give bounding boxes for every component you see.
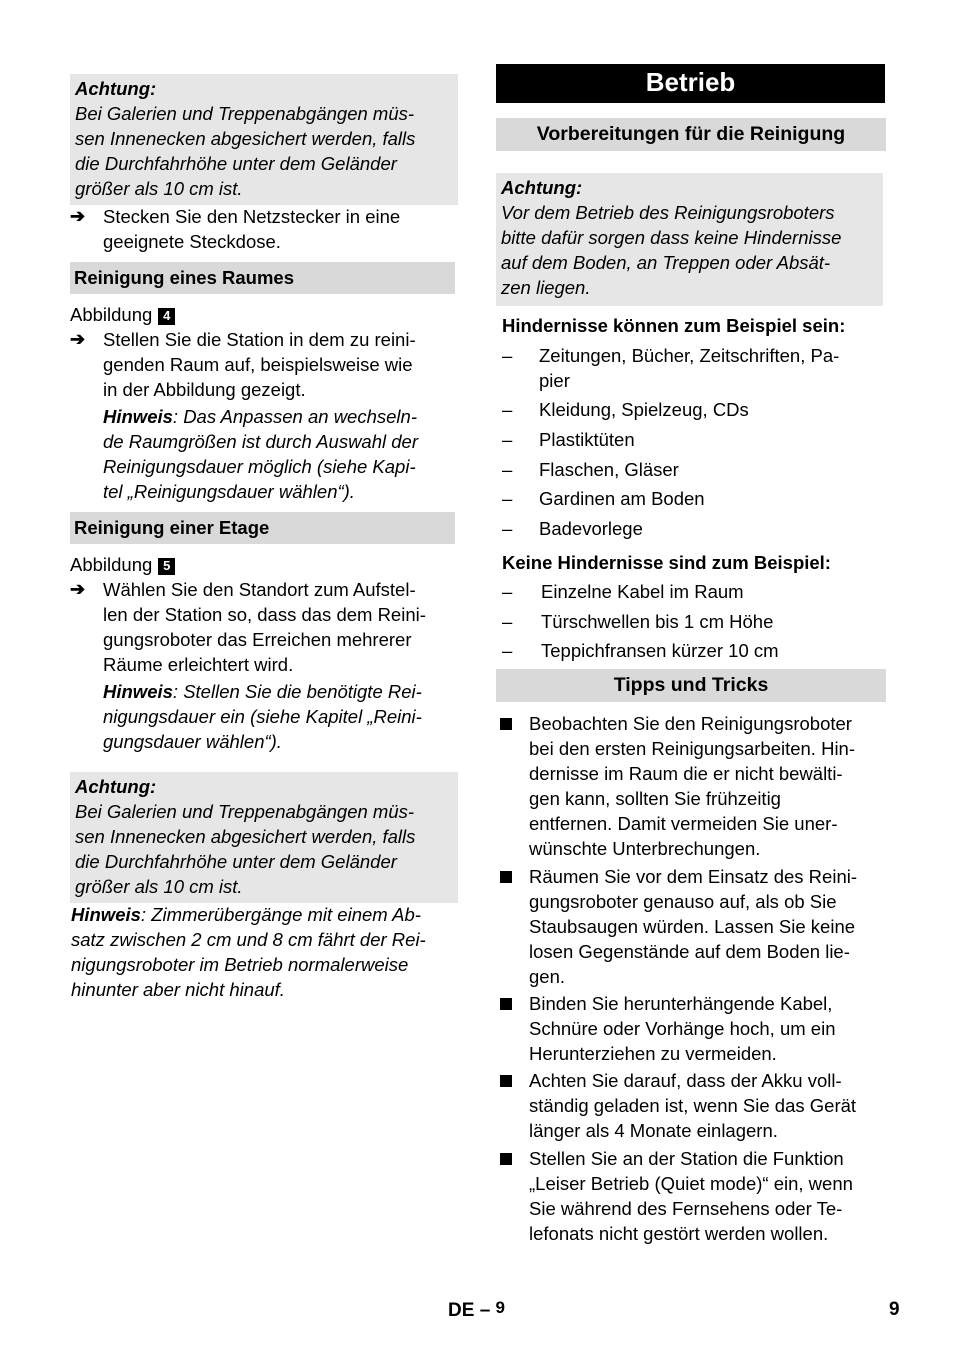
tip-line: Sie während des Fernsehens oder Te- (529, 1198, 843, 1219)
instruction-line: geeignete Steckdose. (103, 231, 281, 252)
square-bullet-icon (500, 871, 512, 883)
tip-item (496, 1146, 886, 1246)
warning-line: Bei Galerien und Treppenabgängen müs- (75, 801, 415, 822)
tip-item (496, 991, 886, 1066)
tip-line: losen Gegenstände auf dem Boden lie- (529, 941, 850, 962)
instruction-line: Räume erleichtert wird. (103, 654, 294, 675)
warning-line: zen liegen. (501, 277, 591, 298)
list-item-line: Teppichfransen kürzer 10 cm (541, 640, 779, 661)
figure-reference (70, 552, 175, 577)
footer-page-label (448, 1298, 505, 1322)
tip-line: lefonats nicht gestört werden wollen. (529, 1223, 829, 1244)
note-3 (71, 902, 461, 1002)
tip-line: ständig geladen ist, wenn Sie das Gerät (529, 1095, 857, 1116)
list-item-line: pier (539, 370, 570, 391)
no-obstacles-heading: Keine Hindernisse sind zum Beispiel: (502, 552, 831, 573)
tip-line: Herunterziehen zu vermeiden. (529, 1043, 777, 1064)
tip-line: Binden Sie herunterhängende Kabel, (529, 993, 833, 1014)
tip-item (496, 711, 886, 861)
dash-bullet: – (502, 459, 513, 480)
list-item (502, 397, 749, 422)
section-heading-preparation (496, 118, 886, 151)
tip-line: „Leiser Betrieb (Quiet mode)“ ein, wenn (529, 1173, 853, 1194)
tip-line: wünschte Unterbrechungen. (529, 838, 761, 859)
section-heading-text: Tipps und Tricks (613, 674, 769, 696)
dash-bullet: – (502, 518, 513, 539)
figure-label: Abbildung (70, 304, 153, 325)
note-line: tel „Reinigungsdauer wählen“). (103, 481, 355, 502)
note-line: de Raumgrößen ist durch Auswahl der (103, 431, 418, 452)
warning-line: auf dem Boden, an Treppen oder Absät- (501, 252, 831, 273)
square-bullet-icon (500, 1153, 512, 1165)
tip-line: Räumen Sie vor dem Einsatz des Reini- (529, 866, 858, 887)
tip-line: Staubsaugen würden. Lassen Sie keine (529, 916, 856, 937)
figure-label: Abbildung (70, 554, 153, 575)
dash-bullet: – (502, 488, 513, 509)
square-bullet-icon (500, 718, 512, 730)
figure-number: 5 (158, 558, 175, 575)
tip-line: dernisse im Raum die er nicht bewälti- (529, 763, 843, 784)
note-label: Hinweis (103, 406, 173, 427)
warning-line: größer als 10 cm ist. (75, 876, 243, 897)
footer-inner-page: 9 (495, 1298, 506, 1317)
list-item-line: Kleidung, Spielzeug, CDs (539, 399, 749, 420)
list-item-line: Flaschen, Gläser (539, 459, 679, 480)
list-item (502, 486, 705, 511)
tip-line: länger als 4 Monate einlagern. (529, 1120, 778, 1141)
note-line: nigungsroboter im Betrieb normalerweise (71, 954, 409, 975)
section-heading-room (70, 262, 455, 294)
list-item (502, 516, 643, 541)
dash-bullet: – (502, 399, 513, 420)
list-item-line: Gardinen am Boden (539, 488, 705, 509)
list-item (502, 427, 635, 452)
instruction-item (70, 577, 461, 677)
dash-bullet: – (502, 345, 513, 366)
note-line: nigungsdauer ein (siehe Kapitel „Reini- (103, 706, 422, 727)
dash-bullet: – (502, 581, 513, 602)
square-bullet-icon (500, 998, 512, 1010)
tip-line: Stellen Sie an der Station die Funktion (529, 1148, 844, 1169)
list-item-line: Badevorlege (539, 518, 643, 539)
tip-line: gen kann, sollten Sie frühzeitig (529, 788, 781, 809)
arrow-icon: ➔ (70, 329, 86, 349)
note-2 (103, 679, 461, 754)
instruction-line: in der Abbildung gezeigt. (103, 379, 306, 400)
instruction-line: len der Station so, dass das dem Reini- (103, 604, 426, 625)
warning-title: Achtung: (75, 776, 157, 797)
section-heading-text: Reinigung eines Raumes (74, 267, 294, 288)
tip-item (496, 864, 886, 989)
warning-line: die Durchfahrhöhe unter dem Geländer (75, 851, 397, 872)
section-heading-text: Reinigung einer Etage (74, 517, 270, 538)
list-item-line: Einzelne Kabel im Raum (541, 581, 744, 602)
instruction-line: gungsroboter das Erreichen mehrerer (103, 629, 412, 650)
warning-line: größer als 10 cm ist. (75, 178, 243, 199)
list-item (502, 579, 744, 604)
tip-line: Achten Sie darauf, dass der Akku voll- (529, 1070, 842, 1091)
figure-reference (70, 302, 175, 327)
list-item-line: Türschwellen bis 1 cm Höhe (541, 611, 774, 632)
instruction-item (70, 204, 461, 254)
dash-bullet: – (502, 640, 513, 661)
warning-line: Vor dem Betrieb des Reinigungsroboters (501, 202, 835, 223)
footer-dash: – (479, 1300, 491, 1321)
list-item (502, 343, 886, 393)
tip-line: bei den ersten Reinigungsarbeiten. Hin- (529, 738, 856, 759)
dash-bullet: – (502, 611, 513, 632)
note-label: Hinweis (103, 681, 173, 702)
tip-item (496, 1068, 886, 1143)
warning-line: bitte dafür sorgen dass keine Hindernisse (501, 227, 842, 248)
note-line: Reinigungsdauer möglich (siehe Kapi- (103, 456, 416, 477)
figure-number: 4 (158, 308, 175, 325)
note-line: : Zimmerübergänge mit einem Ab- (140, 904, 421, 925)
warning-title: Achtung: (75, 78, 157, 99)
warning-line: die Durchfahrhöhe unter dem Geländer (75, 153, 397, 174)
square-bullet-icon (500, 1075, 512, 1087)
note-1 (103, 404, 461, 504)
warning-line: Bei Galerien und Treppenabgängen müs- (75, 103, 415, 124)
arrow-icon: ➔ (70, 206, 86, 226)
warning-title: Achtung: (501, 177, 583, 198)
tip-line: gungsroboter genauso auf, als ob Sie (529, 891, 837, 912)
arrow-icon: ➔ (70, 579, 86, 599)
chapter-title (496, 64, 885, 103)
section-heading-text: Vorbereitungen für die Reinigung (536, 123, 846, 145)
tip-line: entfernen. Damit vermeiden Sie uner- (529, 813, 838, 834)
warning-line: sen Innenecken abgesichert werden, falls (75, 128, 416, 149)
page-number: 9 (889, 1299, 900, 1320)
tip-line: Schnüre oder Vorhänge hoch, um ein (529, 1018, 836, 1039)
list-item (502, 457, 679, 482)
section-heading-tips (496, 669, 886, 702)
warning-box-1 (70, 74, 458, 205)
instruction-line: genden Raum auf, beispielsweise wie (103, 354, 413, 375)
chapter-title-text: Betrieb (645, 67, 736, 97)
instruction-line: Stellen Sie die Station in dem zu reini- (103, 329, 416, 350)
warning-box-3 (496, 173, 883, 306)
note-line: hinunter aber nicht hinauf. (71, 979, 285, 1000)
tip-line: Beobachten Sie den Reinigungsroboter (529, 713, 852, 734)
section-heading-floor (70, 512, 455, 544)
footer-lang: DE (448, 1300, 475, 1321)
note-line: gungsdauer wählen“). (103, 731, 282, 752)
list-item-line: Plastiktüten (539, 429, 635, 450)
instruction-line: Stecken Sie den Netzstecker in eine (103, 206, 401, 227)
instruction-line: Wählen Sie den Standort zum Aufstel- (103, 579, 416, 600)
instruction-item (70, 327, 461, 402)
obstacles-heading: Hindernisse können zum Beispiel sein: (502, 315, 846, 336)
note-line: : Stellen Sie die benötigte Rei- (172, 681, 422, 702)
dash-bullet: – (502, 429, 513, 450)
note-line: : Das Anpassen an wechseln- (172, 406, 417, 427)
tip-line: gen. (529, 966, 566, 987)
warning-box-2 (70, 772, 458, 903)
warning-line: sen Innenecken abgesichert werden, falls (75, 826, 416, 847)
note-label: Hinweis (71, 904, 141, 925)
list-item (502, 638, 779, 663)
list-item-line: Zeitungen, Bücher, Zeitschriften, Pa- (539, 345, 840, 366)
note-line: satz zwischen 2 cm und 8 cm fährt der Rei- (71, 929, 426, 950)
list-item (502, 609, 773, 634)
